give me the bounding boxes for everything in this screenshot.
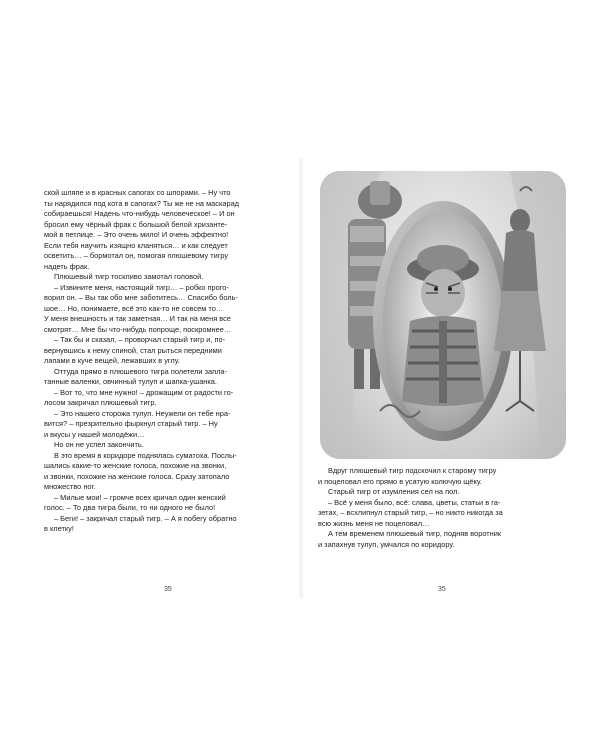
text-line: лосом закричал плюшевый тигр. — [44, 398, 157, 407]
text-line: танные валенки, овчинный тулуп и шапка-ушанка. — [44, 377, 217, 386]
text-line: множество ног. — [44, 482, 96, 491]
text-line: всю жизнь меня не поцеловал… — [318, 518, 430, 528]
text-line: вится? – презрительно фыркнул старый тигр. – Ну — [44, 419, 218, 428]
text-line: лапами в куче вещей, лежавших в углу. — [44, 356, 180, 365]
text-line: и поцеловал его прямо в усатую колючую щёку. — [318, 476, 482, 486]
text-line: Плюшевый тигр тоскливо замотал головой. — [54, 272, 204, 281]
tiger-mirror-illustration-icon — [320, 171, 566, 459]
text-line: в клетку! — [44, 524, 74, 533]
right-page-number: 35 — [438, 586, 446, 593]
book-gutter — [298, 158, 304, 598]
text-line: Вдруг плюшевый тигр подскочил к старому тигру — [328, 466, 497, 475]
text-line: А тем временем плюшевый тигр, подняв воротник — [328, 529, 502, 538]
text-line: шое… Но, понимаете, всё это как-то не совсем то… — [44, 303, 224, 313]
text-line: мой в петлице. – Это очень мило! И очень эффектно! — [44, 230, 229, 239]
text-line: смотрят… Мне бы что-нибудь попроще, поскромнее… — [44, 324, 232, 334]
right-page-text — [318, 466, 566, 550]
text-line: и запахнув тулуп, умчался по коридору. — [318, 539, 455, 549]
left-page-text — [44, 188, 292, 535]
text-line: ской шляпе и в красных сапогах со шпорами. – Ну что — [44, 188, 231, 197]
text-line: – Беги! – закричал старый тигр. – А я побегу обратно — [54, 513, 237, 523]
text-line: шались какие-то женские голоса, похожие на звонки, — [44, 461, 227, 470]
text-line: Если тебя научить изящно кланяться… и как следует — [44, 240, 228, 250]
text-line: – Извините меня, настоящий тигр… – робко прого- — [54, 282, 229, 292]
text-line: – Это нашего сторожа тулуп. Неужели он тебе нра- — [54, 408, 231, 418]
text-line: – Всё у меня было, всё: слава, цветы, статьи в га- — [328, 497, 501, 507]
text-line: осветить… – бормотал он, помогая плюшевому тигру — [44, 251, 229, 260]
text-line: надеть фрак. — [44, 261, 90, 271]
left-page-number: 35 — [164, 586, 172, 593]
text-line: и вкусы у нашей молодёжи… — [44, 429, 145, 439]
text-line: голос. – То два тигра были, то ни одного не было! — [44, 503, 216, 512]
text-line: ты нарядился под кота в сапогах? Ты же не на маскарад — [44, 198, 239, 208]
text-line: ворил он. – Вы так обо мне заботитесь… Спасибо боль- — [44, 293, 238, 302]
text-line: бросил ему чёрный фрак с большой белой хризанте- — [44, 219, 228, 229]
text-line: Но он не успел закончить. — [54, 440, 144, 449]
text-line: зетах, – всхлипнул старый тигр, – но никто никогда за — [318, 508, 503, 517]
text-line: Старый тигр от изумления сел на пол. — [328, 487, 460, 496]
text-line: – Милые мои! – громче всех кричал один женский — [54, 492, 226, 502]
text-line: – Так бы и сказал, – проворчал старый тигр и, по- — [54, 335, 226, 344]
text-line: У меня внешность и так заметная… И так на меня все — [44, 314, 231, 323]
text-line: собираешься! Надень что-нибудь человеческое! – И он — [44, 209, 235, 218]
text-line: В это время в коридоре поднялась суматоха. Послы- — [54, 450, 237, 460]
text-line: – Вот то, что мне нужно! – дрожащим от радости го- — [54, 387, 234, 397]
text-line: вернувшись к нему спиной, стал рыться передними — [44, 345, 222, 355]
text-line: Оттуда прямо в плюшевого тигра полетели запла- — [54, 366, 227, 376]
text-line: и звонки, похожие на женские голоса. Сразу затопало — [44, 471, 230, 481]
